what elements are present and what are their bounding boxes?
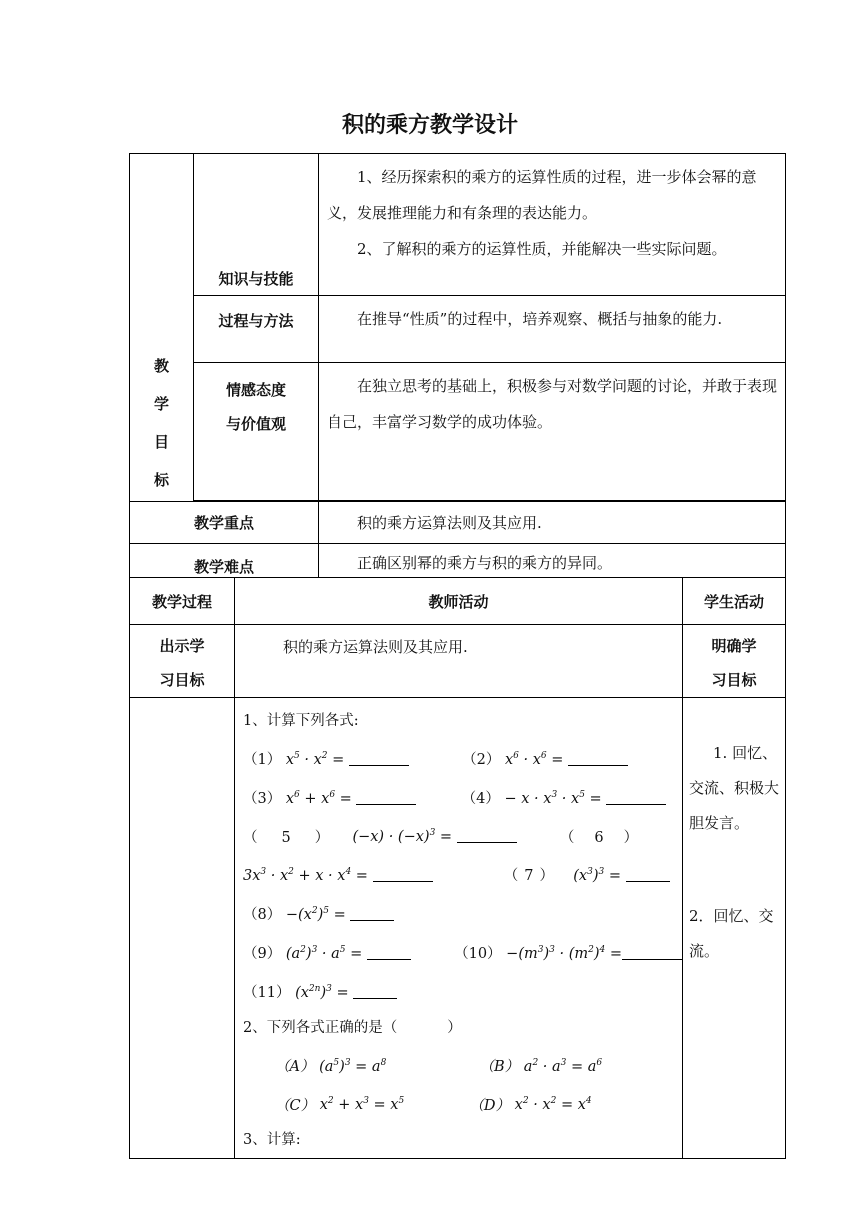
stage-empty [130,698,235,1159]
emotion-values-content: 在独立思考的基础上，积极参与对数学问题的讨论，并敢于表现自己，丰富学习数学的成功体验。 [319,363,786,501]
emotion-values-label: 情感态度 与价值观 [194,363,319,501]
exercise-row-6: （9） $(a^2)^3 \cdot a^5$ = $(10) -(m^3)^3 \cdot (m^2)^4$ = [235,933,682,972]
process-methods-label: 过程与方法 [194,296,319,363]
teacher-activity-objectives: 积的乘方运算法则及其应用. [235,625,683,698]
difficulty-content: 正确区别幂的乘方与积的乘方的异同。 [319,544,786,578]
knowledge-skills-content: 1、经历探索积的乘方的运算性质的过程，进一步体会幂的意义，发展推理能力和有条理的表达能力。 2、了解积的乘方的运算性质，并能解决一些实际问题。 [319,154,786,296]
objectives-side-label: 教 学 目 标 [130,154,194,502]
student-activity-1: 1. 回忆、交流、积极大胆发言。 [689,744,780,832]
student-activity-objectives: 明确学 习目标 [683,625,786,698]
objectives-table [129,153,786,578]
process-table [129,577,786,1159]
stage-show-objectives: 出示学 习目标 [130,625,235,698]
header-student: 学生活动 [683,578,786,625]
exercise-row-2: （3） $x^6 + x^6$ = $(4) - x \cdot x^3 \cdot x^5$ = [235,778,682,817]
exercise-row-4: $3x^3 \cdot x^2 + x \cdot x^4$ = （ 7 ） $(x^3)^3$ = [235,855,682,894]
exercise-row-5: $(8) -(x^2)^5$ = [235,894,682,933]
page-title: 积的乘方教学设计 [341,113,518,138]
q1-title: 1、计算下列各式: [243,713,359,729]
teacher-exercises [235,698,683,1159]
student-activity-2: 2．回忆、交流。 [689,907,774,960]
header-stage: 教学过程 [130,578,235,625]
exercise-row-7: （11） $(x^{2n})^3$ = [235,972,682,1011]
q3-title: 3、计算: [243,1132,301,1149]
header-teacher: 教师活动 [235,578,683,625]
exercise-row-1: （1） $x^5 \cdot x^2$ = （2） $x^6 \cdot x^6$ = [235,739,682,778]
q2-options-row-2: （C） $x^2 + x^3 = x^5$ （D） $x^2 \cdot x^2 = x^4$ [275,1096,592,1114]
knowledge-skills-label: 知识与技能 [194,154,319,296]
exercise-row-3: （ 5 ） $(-x) \cdot (-x)^3$ = （ 6 ） [243,828,639,846]
key-point-label: 教学重点 [130,502,319,544]
process-methods-content: 在推导“性质”的过程中，培养观察、概括与抽象的能力. [319,296,786,363]
difficulty-label: 教学难点 [130,544,319,578]
q2-title: 2、下列各式正确的是（ ） [243,1019,462,1036]
q2-options-row-1: （A） $(a^5)^3 = a^8$ （B） $a^2 \cdot a^3 = a^6$ [275,1057,603,1075]
key-point-content: 积的乘方运算法则及其应用. [319,502,786,544]
student-activity-exercises [683,698,786,1159]
